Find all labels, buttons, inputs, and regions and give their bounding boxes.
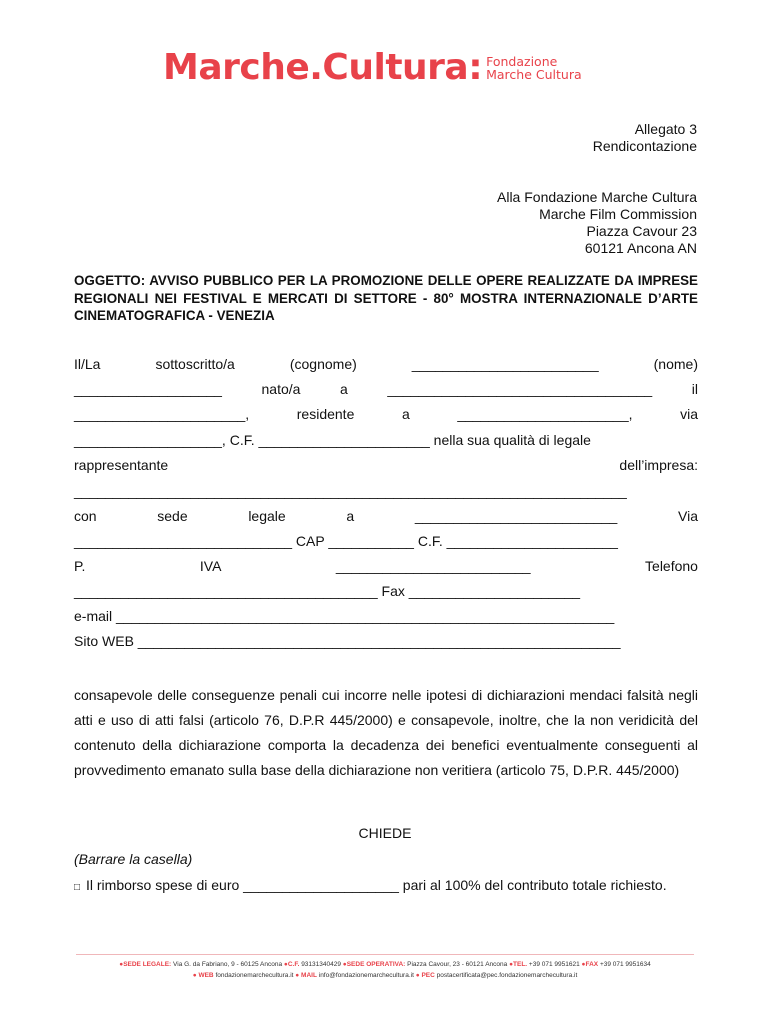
attachment-header (593, 121, 697, 155)
form-token: (nome) (653, 356, 698, 372)
form-line-vat (74, 558, 698, 575)
subject-heading: OGGETTO: AVVISO PUBBLICO PER LA PROMOZIONE DELLE OPERE REALIZZATE DA IMPRESE REGIONALI NEI FESTIVAL E MERCATI DI SETTORE - 80° MOSTRA INTERNAZIONALE D’ARTE CINEMATOGRAFICA - VENEZIA (74, 273, 698, 323)
form-token: a (346, 508, 355, 524)
vat-field[interactable]: _________________________ (335, 558, 531, 574)
bullet-icon: ● (295, 972, 300, 979)
footer-line-1 (0, 961, 770, 968)
seat-city-field[interactable]: __________________________ (414, 508, 618, 524)
footer-mail-link[interactable]: info@fondazionemarchecultura.it (318, 972, 414, 979)
logo-wordmark: Marche.Cultura: (163, 47, 483, 88)
bullet-icon: ● (415, 972, 420, 979)
logo-subtitle (486, 55, 582, 81)
marche-cultura-logo (163, 46, 582, 90)
form-line-phone (74, 583, 698, 600)
footer-line-2 (0, 972, 770, 979)
form-token: (cognome) (289, 356, 357, 372)
bullet-icon: ● (283, 961, 288, 968)
email-field[interactable]: e-mail ________________________________________________________________ (74, 608, 615, 624)
barrare-instruction: (Barrare la casella) (74, 851, 193, 867)
form-token: P. (74, 558, 86, 574)
birthdate-field[interactable]: ______________________, (74, 406, 250, 422)
form-token: nato/a (261, 381, 301, 397)
rendicontazione-label: Rendicontazione (592, 138, 697, 154)
form-token: Telefono (645, 558, 698, 574)
bullet-icon: ● (192, 972, 197, 979)
form-line-name (74, 356, 698, 373)
form-token: con (74, 508, 97, 524)
checkbox[interactable]: □ (74, 882, 81, 893)
form-token: il (691, 381, 698, 397)
company-field[interactable]: _______________________________________________________________________ (74, 483, 627, 499)
cognome-field[interactable]: ________________________ (411, 356, 599, 372)
form-line-residence (74, 406, 698, 423)
form-line-seat (74, 508, 698, 525)
logo-sub-line1: Fondazione (486, 54, 558, 69)
footer-pec-link[interactable]: postacertificata@pec.fondazionemarchecultura.it (436, 972, 578, 979)
form-token: residente (296, 406, 355, 422)
form-line-email (74, 608, 698, 625)
footer-divider (76, 954, 694, 955)
footer-label: WEB (198, 972, 214, 979)
website-field[interactable]: Sito WEB ______________________________________________________________ (74, 633, 621, 649)
form-token: Via (678, 508, 698, 524)
footer-value: +39 071 9951634 (599, 961, 651, 968)
footer-label: MAIL (301, 972, 317, 979)
form-line-cf (74, 432, 698, 449)
declaration-paragraph: consapevole delle conseguenze penali cui incorre nelle ipotesi di dichiarazioni mendaci falsità negli atti e uso di atti falsi (articolo 76, D.P.R 445/2000) e consapevole, inoltre, che la non veridicità del contenuto della dichiarazione comporta la decadenza dei benefici eventualmente conseguenti al provvedimento emanato sulla base della dichiarazione non veritiera (articolo 75, D.P.R. 445/2000) (74, 687, 698, 778)
form-token: legale (248, 508, 286, 524)
recipient-line: Alla Fondazione Marche Cultura (497, 189, 697, 205)
nome-field[interactable]: ___________________ (74, 381, 222, 397)
form-line-website (74, 633, 698, 650)
footer-value: +39 071 9951621 (528, 961, 580, 968)
footer-label: SEDE LEGALE: (123, 961, 172, 968)
form-token: sottoscritto/a (155, 356, 235, 372)
footer-label: TEL. (513, 961, 528, 968)
bullet-icon: ● (342, 961, 347, 968)
reimbursement-option[interactable] (74, 877, 698, 896)
form-token: sede (157, 508, 188, 524)
recipient-line: Piazza Cavour 23 (586, 223, 697, 239)
street-cap-cf-field[interactable]: ____________________________ CAP ___________ C.F. ______________________ (74, 533, 618, 549)
footer-label: PEC (421, 972, 435, 979)
form-line-birth (74, 381, 698, 398)
footer-value: Via G. da Fabriano, 9 - 60125 Ancona (173, 961, 283, 968)
footer-label: SEDE OPERATIVA: (346, 961, 406, 968)
reimbursement-text: Il rimborso spese di euro ____________________ pari al 100% del contributo totale richiesto. (86, 877, 667, 893)
footer-value: 93131340429 (301, 961, 341, 968)
footer-label: FAX (585, 961, 599, 968)
phone-fax-field[interactable]: _______________________________________ Fax ______________________ (74, 583, 581, 599)
form-token: rappresentante (74, 457, 169, 473)
form-token: Il/La (74, 356, 101, 372)
form-line-company (74, 483, 698, 500)
address-cf-field[interactable]: ___________________, C.F. ______________________ nella sua qualità di legale (74, 432, 591, 448)
form-line-representative (74, 457, 698, 474)
bullet-icon: ● (509, 961, 514, 968)
form-token: IVA (199, 558, 222, 574)
form-token: a (401, 406, 410, 422)
form-token: via (680, 406, 698, 422)
footer-web-link[interactable]: fondazionemarchecultura.it (215, 972, 294, 979)
logo-sub-line2: Marche Cultura (486, 67, 582, 82)
recipient-address (497, 189, 697, 257)
footer-label: C.F. (287, 961, 300, 968)
recipient-line: 60121 Ancona AN (584, 240, 697, 256)
bullet-icon: ● (119, 961, 124, 968)
birthplace-field[interactable]: __________________________________ (387, 381, 653, 397)
residence-field[interactable]: ______________________, (457, 406, 633, 422)
form-token: dell’impresa: (619, 457, 698, 473)
allegato-label: Allegato 3 (634, 121, 697, 137)
form-token: a (340, 381, 348, 397)
recipient-line: Marche Film Commission (539, 206, 697, 222)
footer-value: Piazza Cavour, 23 - 60121 Ancona (407, 961, 508, 968)
form-line-cap (74, 533, 698, 550)
chiede-heading: CHIEDE (358, 825, 412, 841)
bullet-icon: ● (581, 961, 586, 968)
